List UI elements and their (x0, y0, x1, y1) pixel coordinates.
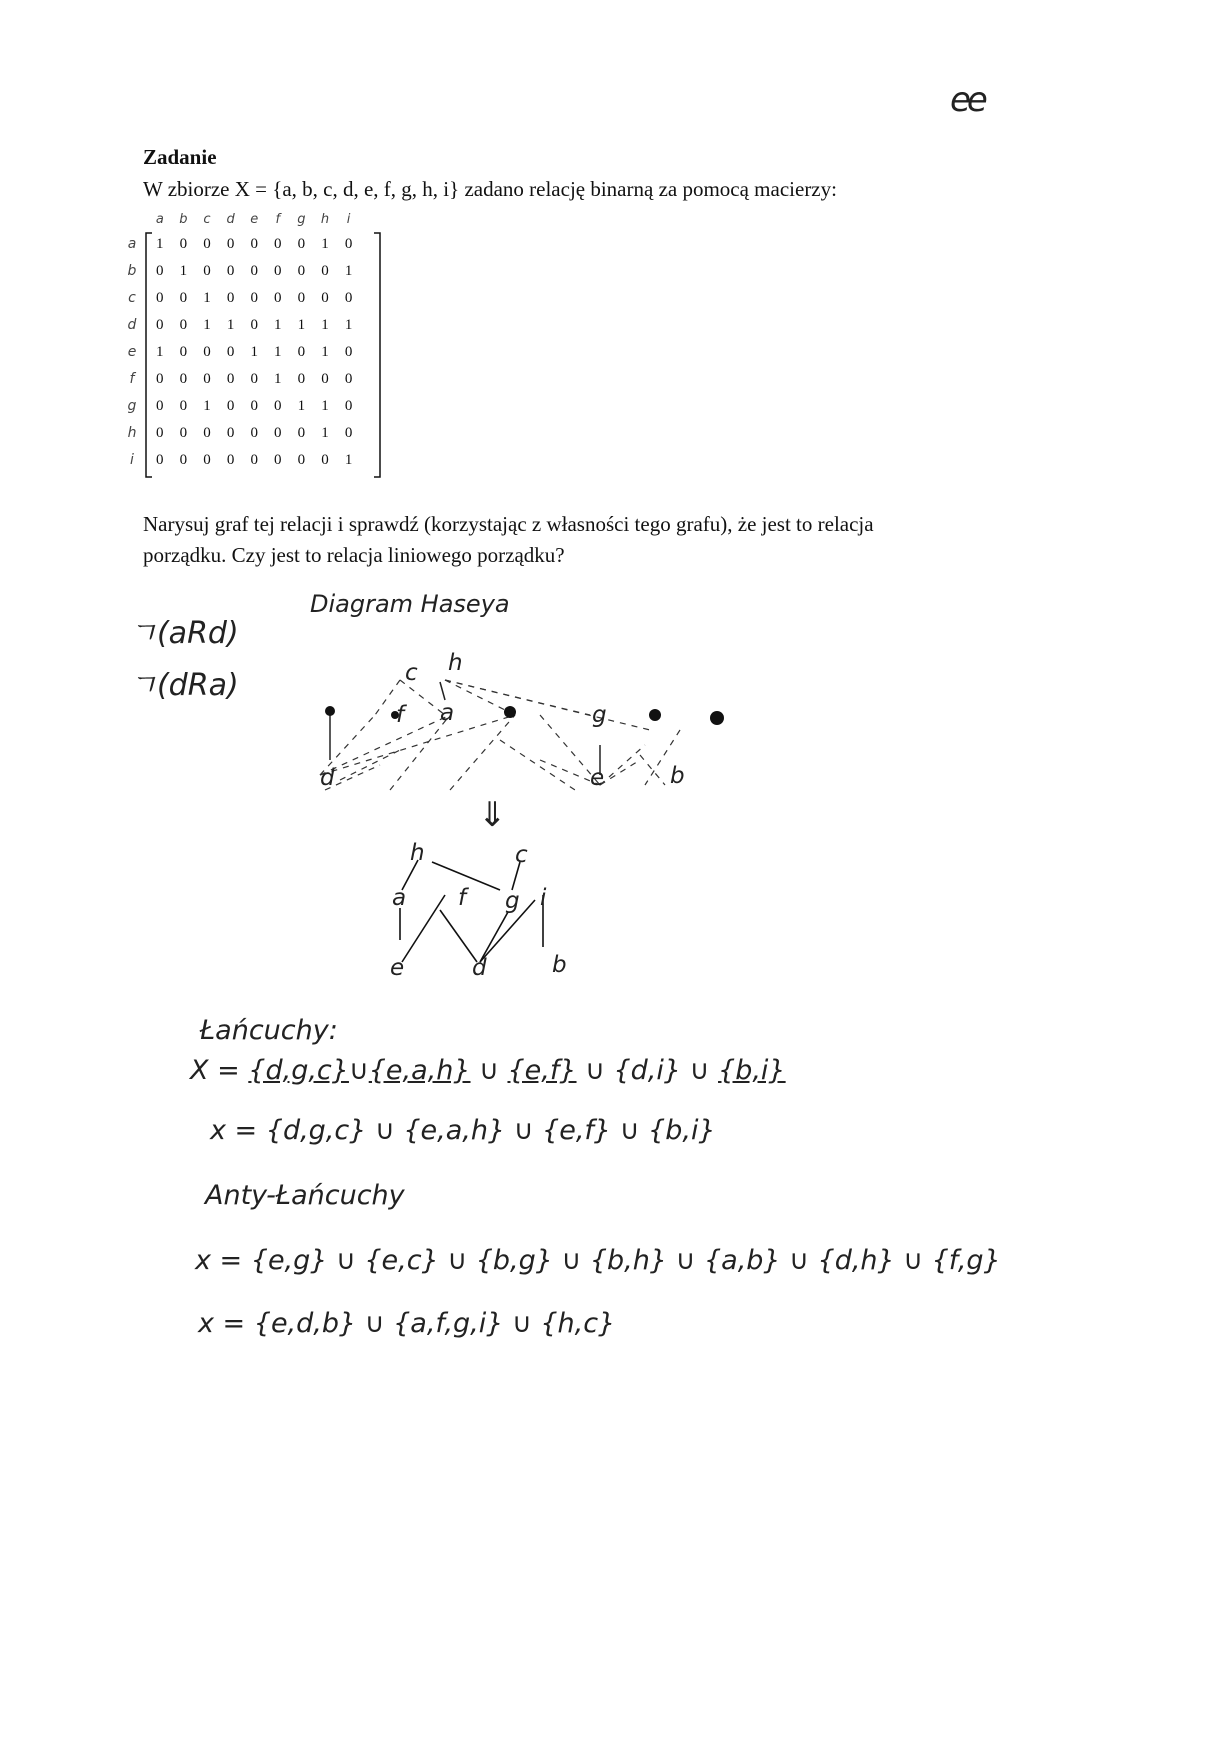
matrix-row-label: b (127, 263, 137, 279)
antichains-line-1: x = {e,g} ∪ {e,c} ∪ {b,g} ∪ {b,h} ∪ {a,b} ∪ {d,h} ∪ {f,g} (195, 1245, 1001, 1276)
matrix-cell: 1 (321, 425, 329, 441)
matrix-cell: 0 (203, 236, 211, 252)
hasse-node-c: c (515, 842, 528, 868)
matrix-row-label: a (127, 236, 137, 252)
matrix-cell: 1 (344, 317, 353, 333)
hasse-node-h: h (410, 840, 425, 866)
matrix-cell: 1 (203, 290, 211, 306)
matrix-cell: 0 (250, 317, 258, 333)
matrix-row-label: f (129, 371, 135, 387)
matrix-col-label: g (297, 212, 306, 227)
matrix-col-label: i (346, 212, 351, 227)
hasse-node-f: f (458, 885, 467, 911)
sketch-dot-3 (504, 706, 516, 718)
matrix-cell: 0 (156, 425, 164, 441)
matrix-cell: 0 (274, 236, 282, 252)
matrix-cell: 1 (203, 317, 211, 333)
chains-line-2: x = {d,g,c} ∪ {e,a,h} ∪ {e,f} ∪ {b,i} (210, 1115, 716, 1146)
matrix-cell: 0 (156, 263, 164, 279)
sketch-node-c: c (405, 660, 418, 686)
matrix-col-label: b (179, 212, 188, 227)
matrix-col-label: a (155, 212, 164, 227)
matrix-cell: 0 (297, 236, 306, 252)
matrix-cell: 0 (156, 452, 164, 468)
matrix-col-label: f (275, 212, 281, 227)
sketch-node-a: a (440, 700, 455, 726)
matrix-cell: 0 (274, 398, 282, 414)
matrix-cell: 1 (344, 452, 353, 468)
matrix-cell: 0 (156, 371, 164, 387)
matrix-cell: 0 (297, 344, 306, 360)
matrix-row-label: e (127, 344, 137, 360)
matrix-cell: 0 (274, 290, 282, 306)
note-not-dra: ㄱ(dRa) (128, 668, 239, 703)
matrix-cell: 0 (321, 290, 329, 306)
matrix-cell: 0 (156, 317, 164, 333)
matrix-cell: 0 (156, 290, 164, 306)
matrix-cell: 0 (179, 425, 188, 441)
matrix-cell: 0 (179, 290, 188, 306)
matrix-cell: 1 (321, 317, 329, 333)
note-not-ard: ㄱ(aRd) (128, 616, 239, 651)
sketch-dot-5 (710, 711, 724, 725)
task-text (143, 509, 1073, 571)
matrix-cell: 0 (226, 290, 235, 306)
matrix-cell: 1 (297, 398, 306, 414)
matrix-cell: 0 (250, 263, 258, 279)
matrix-cell: 0 (226, 236, 235, 252)
matrix-row-label: d (127, 317, 137, 333)
matrix-cell: 0 (203, 371, 211, 387)
matrix-row-label: c (128, 290, 136, 306)
matrix-cell: 1 (179, 263, 188, 279)
sketch-dot-1 (325, 706, 335, 716)
matrix-cell: 1 (321, 236, 329, 252)
hasse-node-b: b (552, 952, 567, 978)
matrix-cell: 0 (297, 425, 306, 441)
matrix-cell: 1 (274, 344, 282, 360)
matrix-cell: 0 (297, 263, 306, 279)
hasse-diagram (380, 840, 580, 985)
matrix-col-label: h (320, 212, 330, 227)
matrix-cell: 0 (274, 425, 282, 441)
chains-line-1 (190, 1055, 786, 1086)
matrix-cell: 0 (297, 452, 306, 468)
matrix-cell: 0 (179, 398, 188, 414)
matrix-cell: 0 (250, 371, 258, 387)
matrix-cell: 0 (179, 452, 188, 468)
matrix-cell: 0 (226, 344, 235, 360)
union-symbol: ∪ (479, 1055, 499, 1086)
task-line-1: Narysuj graf tej relacji i sprawdź (korzystając z własności tego grafu), że jest to relacja (143, 512, 874, 536)
matrix-cell: 0 (250, 236, 258, 252)
matrix-cell: 1 (203, 398, 211, 414)
matrix-cell: 0 (250, 425, 258, 441)
chain-ef: {e,f} (507, 1055, 577, 1086)
matrix-cell: 0 (344, 425, 353, 441)
sketch-node-f: f (396, 702, 405, 728)
matrix-cell: 0 (226, 452, 235, 468)
chain-bi: {b,i} (718, 1055, 786, 1086)
chains-label: Łańcuchy: (200, 1015, 338, 1046)
matrix-cell: 1 (156, 344, 164, 360)
matrix-cell: 0 (321, 371, 329, 387)
chain-di: {d,i} (613, 1055, 682, 1086)
hasse-sketch (300, 640, 740, 800)
matrix-cell: 1 (226, 317, 235, 333)
matrix-cell: 0 (226, 398, 235, 414)
matrix-cell: 0 (250, 398, 258, 414)
matrix-cell: 0 (226, 371, 235, 387)
diagram-title: Diagram Haseya (310, 590, 510, 618)
matrix-cell: 1 (156, 236, 164, 252)
matrix-cell: 0 (344, 344, 353, 360)
sketch-node-b: b (670, 763, 685, 789)
hasse-node-i: i (540, 885, 547, 911)
matrix-cell: 0 (226, 263, 235, 279)
matrix-cell: 0 (179, 317, 188, 333)
matrix-cell: 0 (203, 452, 211, 468)
union-symbol: ∪ (348, 1055, 369, 1086)
matrix-cell: 1 (274, 317, 282, 333)
matrix-cell: 0 (226, 425, 235, 441)
matrix-cell: 1 (344, 263, 353, 279)
union-symbol: ∪ (585, 1055, 605, 1086)
matrix-cell: 0 (321, 263, 329, 279)
sketch-node-d: d (320, 765, 335, 791)
chain-dgc: {d,g,c} (248, 1055, 349, 1086)
matrix-cell: 0 (344, 398, 353, 414)
matrix-cell: 1 (321, 398, 329, 414)
hasse-node-e: e (390, 955, 405, 981)
union-symbol: ∪ (689, 1055, 710, 1086)
matrix-cell: 0 (344, 371, 353, 387)
relation-matrix (0, 0, 1226, 500)
matrix-cell: 0 (179, 371, 188, 387)
antichains-label: Anty-Łańcuchy (205, 1180, 405, 1211)
matrix-cell: 1 (321, 344, 329, 360)
matrix-cell: 1 (250, 344, 258, 360)
task-line-2: porządku. Czy jest to relacja liniowego porządku? (143, 543, 565, 567)
matrix-row-label: h (127, 425, 137, 441)
matrix-cell: 1 (297, 317, 306, 333)
matrix-col-label: e (250, 212, 259, 227)
hasse-node-g: g (505, 888, 520, 914)
sketch-node-g: g (592, 702, 607, 728)
matrix-cell: 0 (250, 452, 258, 468)
matrix-row-label: g (127, 398, 137, 414)
matrix-cell: 0 (297, 371, 306, 387)
matrix-cell: 0 (344, 290, 353, 306)
matrix-cell: 0 (203, 344, 211, 360)
implies-arrow: ⇓ (478, 795, 507, 835)
matrix-cell: 0 (274, 452, 282, 468)
hasse-node-d: d (472, 955, 487, 981)
matrix-cell: 0 (344, 236, 353, 252)
matrix-cell: 0 (203, 263, 211, 279)
matrix-cell: 0 (203, 425, 211, 441)
antichains-line-2: x = {e,d,b} ∪ {a,f,g,i} ∪ {h,c} (198, 1308, 616, 1339)
chain-eah: {e,a,h} (368, 1055, 471, 1086)
matrix-cell: 0 (156, 398, 164, 414)
chains-line-1-prefix: X = (190, 1055, 249, 1086)
matrix-cell: 0 (179, 344, 188, 360)
matrix-cell: 0 (250, 290, 258, 306)
matrix-cell: 0 (274, 263, 282, 279)
sketch-node-h: h (448, 650, 463, 676)
problem-statement: W zbiorze X = {a, b, c, d, e, f, g, h, i} zadano relację binarną za pomocą macierzy: (143, 177, 837, 201)
matrix-cell: 0 (297, 290, 306, 306)
matrix-cell: 1 (274, 371, 282, 387)
sketch-node-e: e (590, 765, 605, 791)
matrix-row-label: i (130, 452, 134, 468)
corner-mark: ee (950, 80, 984, 120)
page-title: Zadanie (143, 145, 217, 169)
hasse-node-a: a (392, 885, 407, 911)
matrix-col-label: c (203, 212, 211, 227)
matrix-cell: 0 (179, 236, 188, 252)
sketch-dot-4 (649, 709, 661, 721)
matrix-col-label: d (226, 212, 235, 227)
matrix-cell: 0 (321, 452, 329, 468)
